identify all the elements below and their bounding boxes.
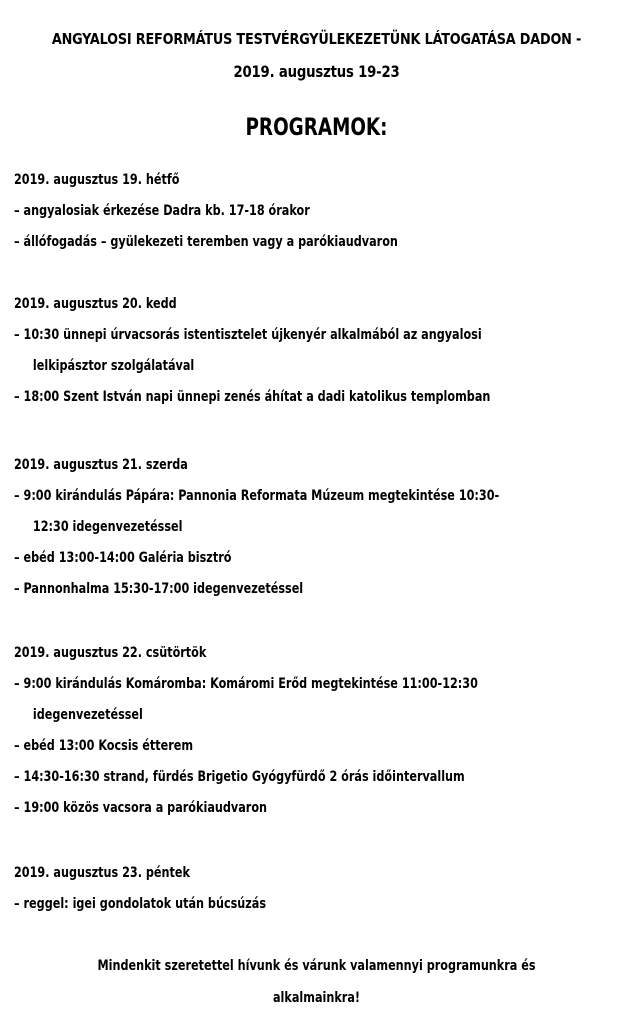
day-date: 2019. augusztus 20. kedd xyxy=(14,296,177,312)
day-date: 2019. augusztus 21. szerda xyxy=(14,457,188,473)
day-section-tuesday xyxy=(14,289,626,413)
day-section-friday xyxy=(14,858,626,920)
day-date: 2019. augusztus 22. csütörtök xyxy=(14,645,207,661)
document-date-range: 2019. augusztus 19-23 xyxy=(233,62,400,81)
program-item-continuation: idegenvezetéssel xyxy=(32,707,143,723)
program-item: – állófogadás – gyülekezeti teremben vagy a parókiaudvaron xyxy=(14,234,398,250)
program-item: – ebéd 13:00 Kocsis étterem xyxy=(14,738,194,754)
program-item: – reggel: igei gondolatok után búcsúzás xyxy=(14,896,267,912)
day-section-monday xyxy=(14,165,626,258)
program-item: – angyalosiak érkezése Dadra kb. 17-18 órakor xyxy=(14,203,310,219)
program-item: – 9:00 kirándulás Komáromba: Komáromi Erőd megtekintése 11:00-12:30 xyxy=(14,676,478,692)
programs-heading: PROGRAMOK: xyxy=(245,113,388,141)
program-item: – 9:00 kirándulás Pápára: Pannonia Reformata Múzeum megtekintése 10:30- xyxy=(14,488,500,504)
day-date: 2019. augusztus 23. péntek xyxy=(14,865,190,881)
closing-invitation: Mindenkit szeretettel hívunk és várunk valamennyi programunkra és xyxy=(97,958,536,974)
document-title: ANGYALOSI REFORMÁTUS TESTVÉRGYÜLEKEZETÜNK LÁTOGATÁSA DADON - xyxy=(51,30,582,48)
program-item: – ebéd 13:00-14:00 Galéria bisztró xyxy=(14,550,232,566)
program-item: – Pannonhalma 15:30-17:00 idegenvezetéssel xyxy=(14,581,304,597)
program-item-continuation: 12:30 idegenvezetéssel xyxy=(32,519,183,535)
program-item: – 18:00 Szent István napi ünnepi zenés áhítat a dadi katolikus templomban xyxy=(14,389,491,405)
program-item-continuation: lelkipásztor szolgálatával xyxy=(32,358,195,374)
program-item: – 10:30 ünnepi úrvacsorás istentisztelet újkenyér alkalmából az angyalosi xyxy=(14,327,482,343)
day-date: 2019. augusztus 19. hétfő xyxy=(14,172,180,188)
closing-invitation-continuation: alkalmainkra! xyxy=(272,990,361,1006)
program-item: – 19:00 közös vacsora a parókiaudvaron xyxy=(14,800,268,816)
program-item: – 14:30-16:30 strand, fürdés Brigetio Gyógyfürdő 2 órás időintervallum xyxy=(14,769,465,785)
day-section-wednesday xyxy=(14,450,626,605)
day-section-thursday xyxy=(14,638,626,824)
